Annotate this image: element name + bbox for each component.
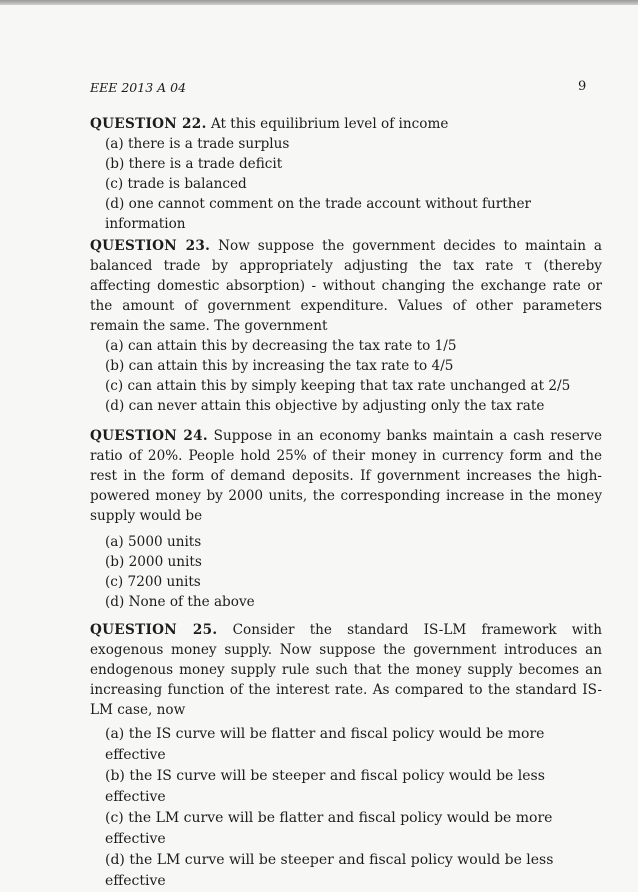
page-number: 9 [578,79,587,94]
question-stem [90,426,602,526]
option-c: (c) trade is balanced [105,176,247,192]
options-list [90,532,602,612]
question-stem [90,620,602,720]
option-a: (a) the IS curve will be flatter and fiscal policy would be more effective [105,726,545,763]
scan-top-border [0,0,638,5]
question-text: Consider the standard IS-LM framework with exogenous money supply. Now suppose the government introduces an endogenous money supply rule such that the money supply becomes an increasing function of the interest rate. As compared to the standard IS-LM case, now [90,622,602,718]
option-b: (b) there is a trade deficit [105,156,283,172]
question-stem [90,236,602,336]
option-d: (d) can never attain this objective by adjusting only the tax rate [105,398,545,414]
question-label: QUESTION 22. [90,116,207,132]
question-23 [90,236,602,416]
option-c: (c) can attain this by simply keeping that tax rate unchanged at 2/5 [105,378,571,394]
option-d: (d) the LM curve will be steeper and fiscal policy would be less effective [105,852,554,889]
option-b: (b) 2000 units [105,554,202,570]
options-list [90,724,602,892]
option-a: (a) there is a trade surplus [105,136,290,152]
option-b: (b) the IS curve will be steeper and fiscal policy would be less effective [105,768,545,805]
option-c: (c) the LM curve will be flatter and fiscal policy would be more effective [105,810,553,847]
option-d: (d) None of the above [105,594,255,610]
option-a: (a) can attain this by decreasing the tax rate to 1/5 [105,338,457,354]
option-c: (c) 7200 units [105,574,201,590]
question-label: QUESTION 24. [90,428,208,444]
question-text: Now suppose the government decides to maintain a balanced trade by appropriately adjusting the tax rate τ (thereby affecting domestic absorption) - without changing the exchange rate or the amount of government expenditure. Values of other parameters remain the same. The government [90,238,602,334]
option-b: (b) can attain this by increasing the tax rate to 4/5 [105,358,454,374]
exam-code: EEE 2013 A 04 [90,80,187,95]
question-label: QUESTION 23. [90,238,211,254]
question-label: QUESTION 25. [90,622,218,638]
option-a: (a) 5000 units [105,534,202,550]
question-22 [90,114,602,234]
options-list [90,336,602,416]
question-text: At this equilibrium level of income [210,116,449,132]
question-24 [90,426,602,612]
options-list [90,134,602,234]
question-text: Suppose in an economy banks maintain a cash reserve ratio of 20%. People hold 25% of their money in currency form and the rest in the form of demand deposits. If government increases the high-powered money by 2000 units, the corresponding increase in the money supply would be [90,428,602,524]
option-d: (d) one cannot comment on the trade account without further information [105,196,532,232]
question-25 [90,620,602,892]
question-stem [90,114,602,134]
